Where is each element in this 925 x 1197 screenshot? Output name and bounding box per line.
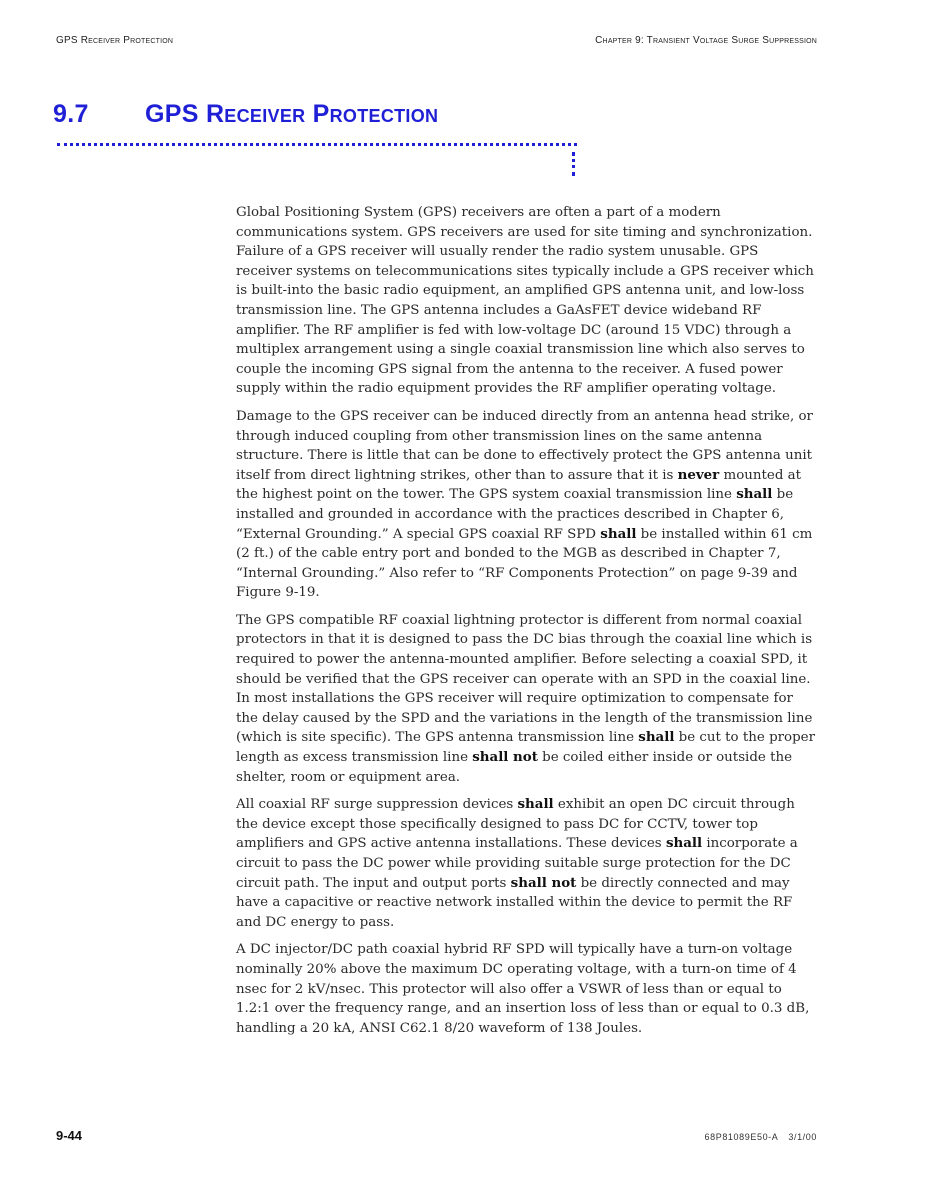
document-number: 68P81089E50-A: [704, 1132, 779, 1142]
running-header-left: GPS Receiver Protection: [56, 35, 174, 46]
text-run: The GPS compatible RF coaxial lightning protector is different from normal coaxial protectors in that it is designed to pass the DC bias through the coaxial line which is required to power the antenna-mounted amplifier. Before selecting a coaxial SPD, it should be verified that the GPS receiver can operate with an SPD in the coaxial line. In most installations the GPS receiver will require optimization to compensate for the delay caused by the SPD and the variations in the length of the transmission line (which is site specific). The GPS antenna transmission line: [236, 612, 813, 746]
emphasis-text: never: [677, 466, 720, 483]
text-run: be cut to the proper length as excess transmission line: [236, 730, 815, 766]
text-run: A DC injector/DC path coaxial hybrid RF SPD will typically have a turn-on voltage nominally 20% above the maximum DC operating voltage, with a turn-on time of 4 nsec for 2 kV/nsec. This protector will also offer a VSWR of less than or equal to 1.2:1 over the frequency range, and an insertion loss of less than or equal to 0.3 dB, handling a 20 kA, ANSI C62.1 8/20 waveform of 138 Joules.: [236, 942, 810, 1036]
text-run: Damage to the GPS receiver can be induced directly from an antenna head strike, or through induced coupling from other transmission lines on the same antenna structure. There is little that can be done to effectively protect the GPS antenna unit itself from direct lightning strikes, other than to assure that it is: [236, 408, 813, 483]
text-run: mounted at the highest point on the tower. The GPS system coaxial transmission line: [236, 467, 802, 503]
text-run: be installed and grounded in accordance with the practices described in Chapter 6, “External Grounding.” A special GPS coaxial RF SPD: [236, 487, 794, 542]
body-text: [236, 203, 816, 1046]
section-heading: [53, 100, 438, 129]
section-number: 9.7: [53, 100, 89, 128]
paragraph: [236, 407, 816, 603]
emphasis-text: shall: [665, 835, 703, 852]
paragraph: [236, 940, 816, 1038]
emphasis-text: shall not: [510, 874, 577, 891]
document-id: [705, 1132, 817, 1142]
running-header-right: Chapter 9: Transient Voltage Surge Suppression: [595, 35, 817, 46]
emphasis-text: shall: [638, 729, 675, 746]
text-run: All coaxial RF surge suppression devices: [236, 797, 518, 813]
text-run: Global Positioning System (GPS) receivers are often a part of a modern communications system. GPS receivers are used for site timing and synchronization. Failure of a GPS receiver will usually render the radio system unusable. GPS receiver systems on telecommunications sites typically include a GPS receiver which is built-into the basic radio equipment, an amplified GPS antenna unit, and low-loss transmission line. The GPS antenna includes a GaAsFET device wideband RF amplifier. The RF amplifier is fed with low-voltage DC (around 15 VDC) through a multiplex arrangement using a single coaxial transmission line which also serves to couple the incoming GPS signal from the antenna to the receiver. A fused power supply within the radio equipment provides the RF amplifier operating voltage.: [236, 205, 814, 397]
emphasis-text: shall: [600, 525, 637, 542]
page-number: 9-44: [56, 1128, 83, 1143]
emphasis-text: shall not: [472, 749, 538, 766]
emphasis-text: shall: [517, 796, 554, 813]
text-run: incorporate a circuit to pass the DC power while providing suitable surge protection for the DC circuit path. The input and output ports: [236, 836, 798, 891]
paragraph: [236, 611, 816, 787]
dotted-rule-tail: [572, 152, 575, 176]
text-run: be installed within 61 cm (2 ft.) of the cable entry port and bonded to the MGB as described in Chapter 7, “Internal Grounding.” Also refer to “RF Components Protection” on page 9-39 and Figure 9-19.: [236, 526, 813, 601]
paragraph: [236, 203, 816, 399]
document-date: 3/1/00: [788, 1132, 817, 1142]
emphasis-text: shall: [736, 486, 773, 503]
text-run: exhibit an open DC circuit through the device except those specifically designed to pass DC for CCTV, tower top amplifiers and GPS active antenna installations. These devices: [236, 797, 795, 852]
text-run: be directly connected and may have a capacitive or reactive network installed within the device to permit the RF and DC energy to pass.: [236, 875, 793, 930]
section-title: GPS Receiver Protection: [145, 100, 439, 128]
paragraph: [236, 795, 816, 932]
dotted-rule: [57, 132, 577, 146]
text-run: be coiled either inside or outside the shelter, room or equipment area.: [236, 750, 793, 785]
